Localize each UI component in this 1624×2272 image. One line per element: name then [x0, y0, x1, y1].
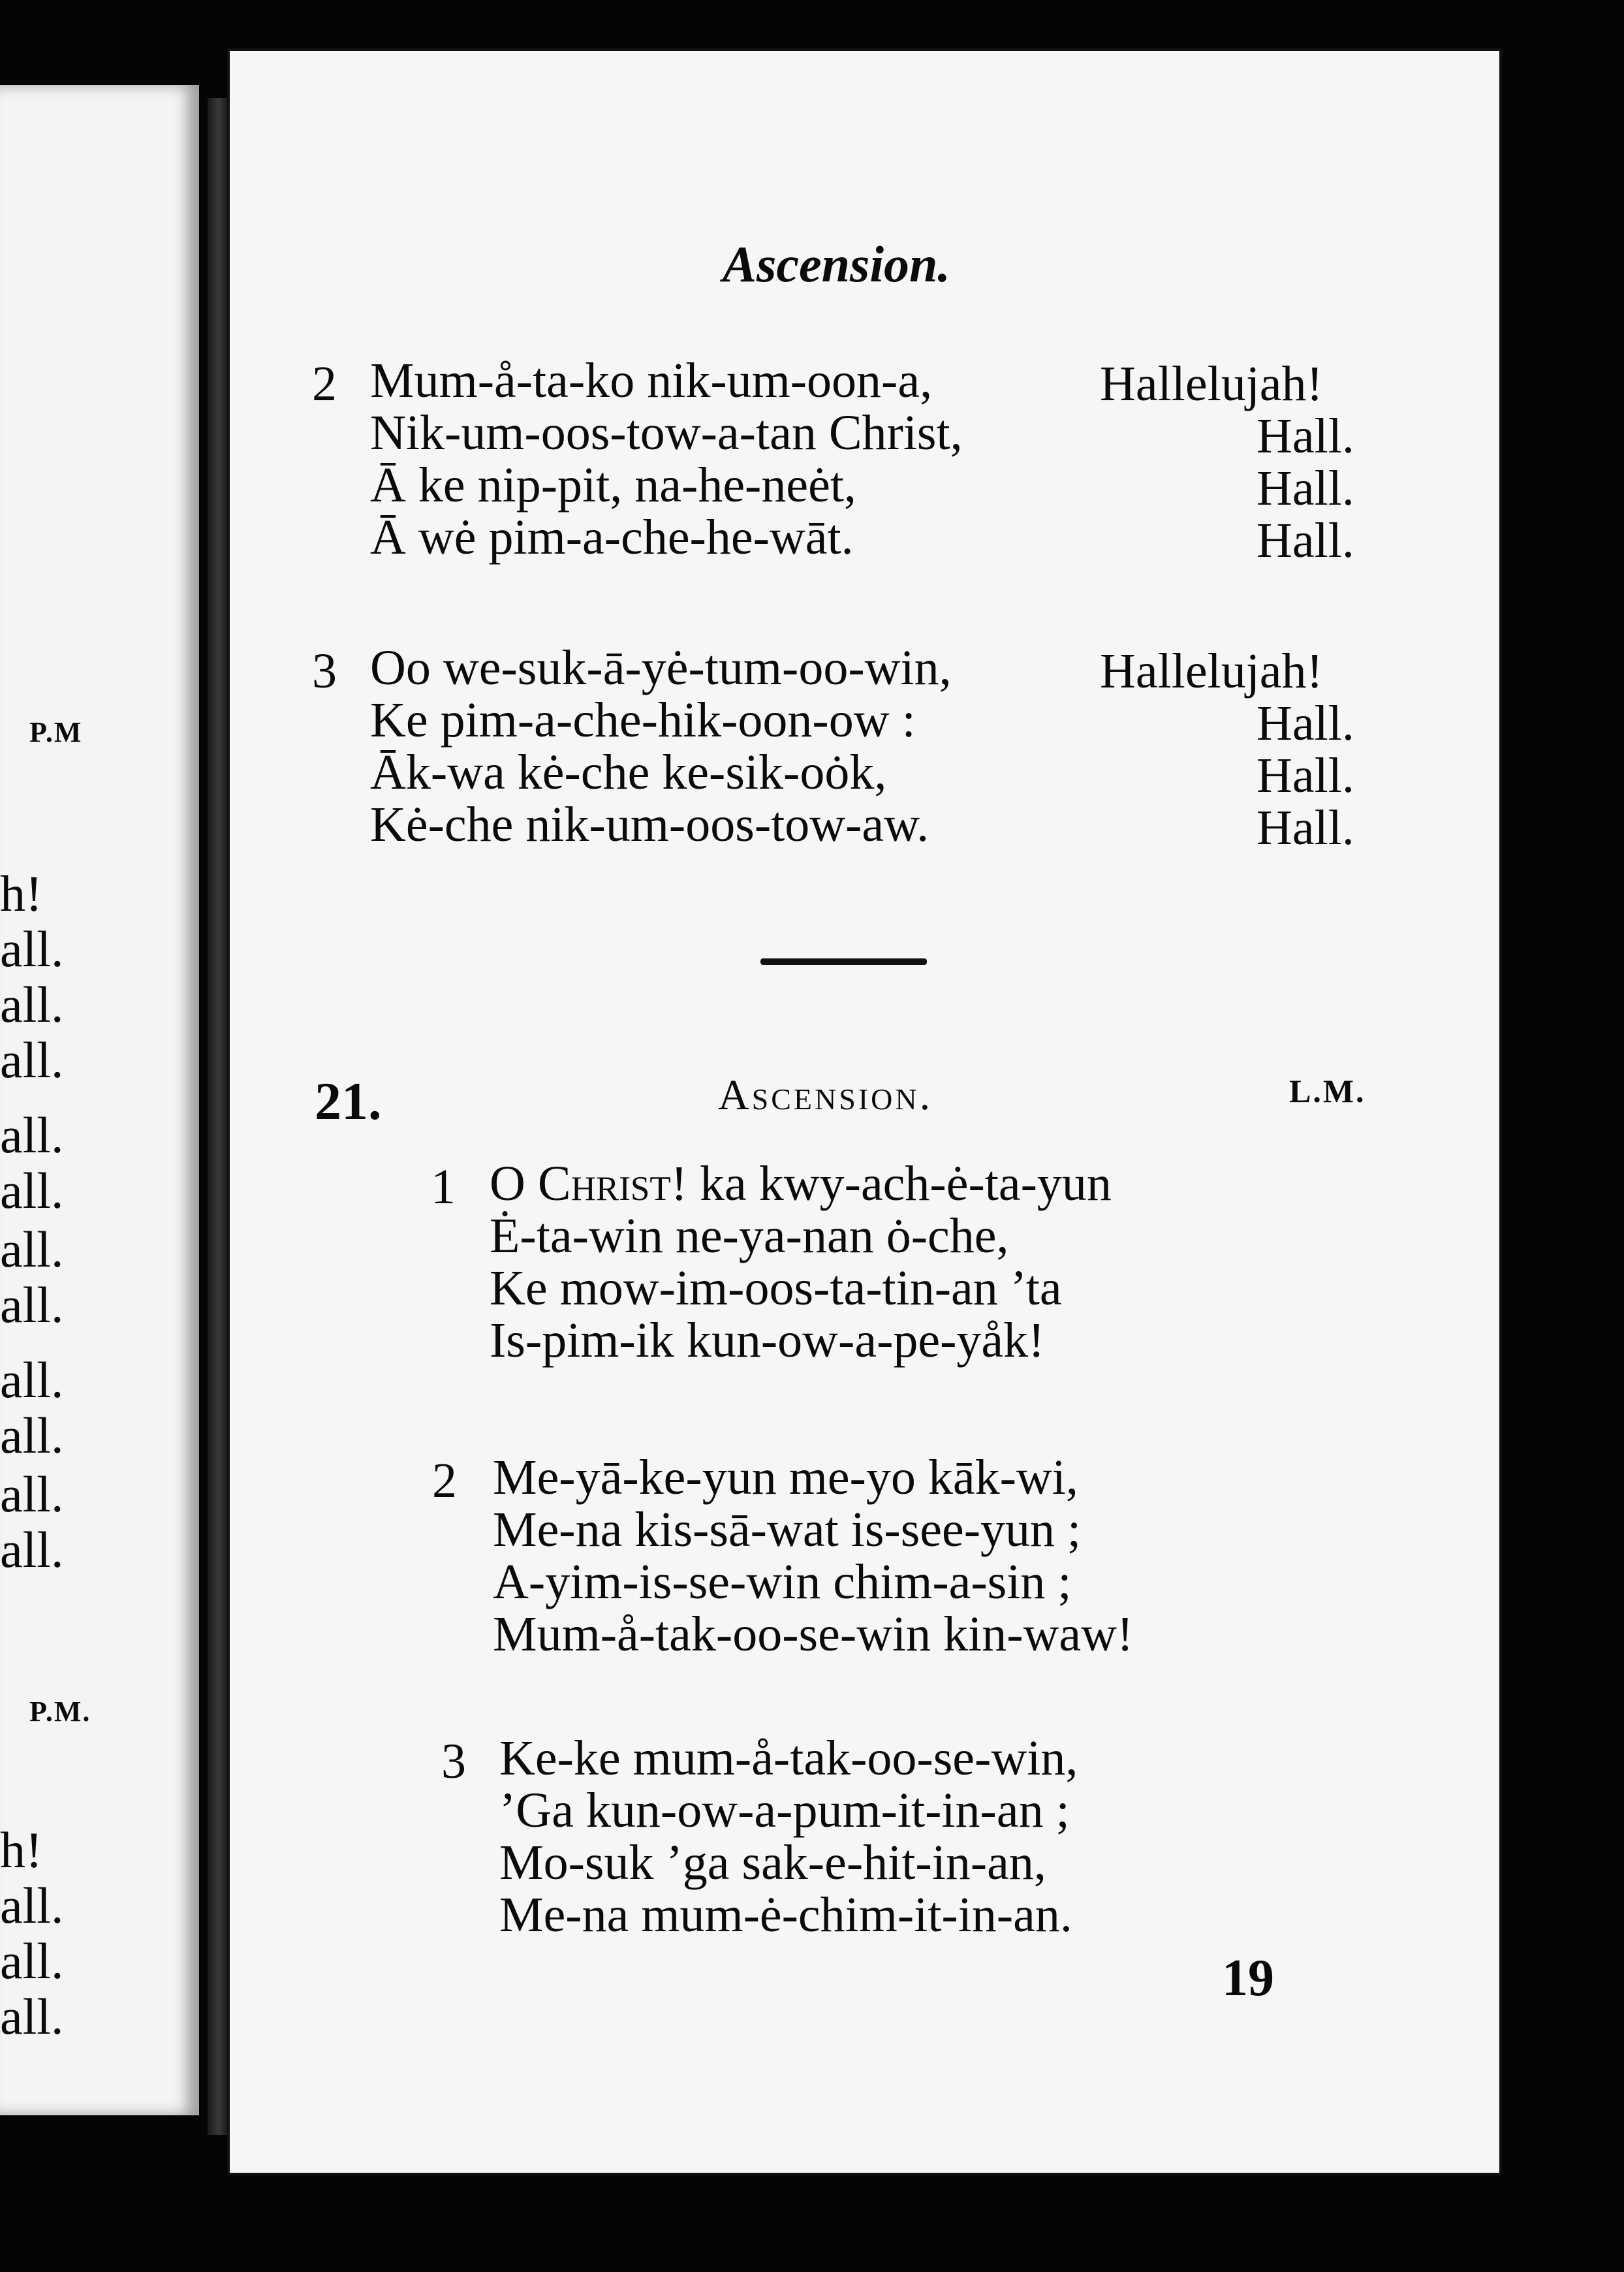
- left-page-fragment: [0, 85, 199, 2115]
- running-head: Ascension.: [723, 236, 950, 292]
- refrain: Hallelujah!: [1100, 644, 1323, 699]
- book-gutter: [208, 98, 230, 2135]
- section-divider: [760, 958, 927, 965]
- stanza-line: A-yim-is-se-win chim-a-sin ;: [493, 1554, 1072, 1609]
- refrain: Hall.: [1257, 800, 1354, 855]
- stanza-line: Me-na kis-sā-wat is-see-yun ;: [493, 1502, 1082, 1557]
- refrain: Hall.: [1257, 461, 1354, 516]
- left-fragment: all.: [0, 1221, 64, 1278]
- stanza-line: Me-yā-ke-yun me-yo kāk-wi,: [493, 1450, 1078, 1505]
- stanza-number: 3: [441, 1734, 466, 1789]
- page-number: 19: [1222, 1949, 1274, 2007]
- left-fragment: all.: [0, 1521, 64, 1578]
- stanza-line: Nik-um-oos-tow-a-tan Christ,: [370, 405, 963, 460]
- refrain: Hall.: [1257, 696, 1354, 751]
- stanza-line: Oo we-suk-ā-yė-tum-oo-win,: [370, 640, 952, 695]
- opening-words: O Christ!: [490, 1156, 688, 1211]
- stanza-line: Ė-ta-win ne-ya-nan ȯ-che,: [490, 1208, 1009, 1263]
- left-meter-2: P.M.: [29, 1696, 91, 1728]
- left-fragment: all.: [0, 1933, 64, 1989]
- refrain: Hall.: [1257, 513, 1354, 568]
- stanza-line: Ke pim-a-che-hik-oon-ow :: [370, 693, 916, 748]
- left-fragment: all.: [0, 1162, 64, 1219]
- refrain: Hall.: [1257, 748, 1354, 803]
- left-fragment: all.: [0, 1877, 64, 1934]
- left-fragment: all.: [0, 1351, 64, 1408]
- refrain: Hallelujah!: [1100, 356, 1323, 411]
- left-fragment: all.: [0, 1276, 64, 1333]
- left-fragment: all.: [0, 921, 64, 977]
- stanza-first-line: [490, 1156, 1112, 1211]
- left-fragment: all.: [0, 1466, 64, 1523]
- left-fragment: h!: [0, 1822, 42, 1878]
- stanza-line: Mum-å-ta-ko nik-um-oon-a,: [370, 353, 933, 408]
- stanza-line: Ke-ke mum-å-tak-oo-se-win,: [499, 1731, 1078, 1786]
- hymn-number: 21.: [315, 1071, 382, 1131]
- refrain: Hall.: [1257, 409, 1354, 464]
- stanza-number: 1: [431, 1160, 456, 1214]
- left-fragment: h!: [0, 865, 42, 922]
- left-fragment: all.: [0, 976, 64, 1033]
- stanza-line: Ā wė pim-a-che-he-wāt.: [370, 510, 854, 565]
- stanza-line: Mum-å-tak-oo-se-win kin-waw!: [493, 1607, 1134, 1662]
- stanza-line: Ke mow-im-oos-ta-tin-an ’ta: [490, 1261, 1062, 1316]
- left-fragment: all.: [0, 1032, 64, 1088]
- stanza-line: Kė-che nik-um-oos-tow-aw.: [370, 797, 929, 852]
- stanza-number: 3: [312, 644, 337, 699]
- hymn-meter: L.M.: [1289, 1073, 1366, 1109]
- stanza-line: ’Ga kun-ow-a-pum-it-in-an ;: [499, 1783, 1070, 1838]
- stanza-line: Āk-wa kė-che ke-sik-oȯk,: [370, 745, 887, 800]
- left-fragment: all.: [0, 1107, 64, 1163]
- left-fragment: all.: [0, 1988, 64, 2045]
- hymn-title: Ascension.: [718, 1071, 933, 1119]
- stanza-number: 2: [432, 1453, 457, 1508]
- stanza-line: Ā ke nip-pit, na-he-neėt,: [370, 458, 856, 513]
- stanza-number: 2: [312, 356, 337, 411]
- stanza-line: Is-pim-ik kun-ow-a-pe-yåk!: [490, 1313, 1045, 1368]
- stanza-line: Mo-suk ’ga sak-e-hit-in-an,: [499, 1835, 1046, 1890]
- first-line-rest: ka kwy-ach-ė-ta-yun: [687, 1156, 1112, 1211]
- left-meter-1: P.M: [29, 716, 83, 748]
- left-fragment: all.: [0, 1407, 64, 1464]
- stanza-line: Me-na mum-ė-chim-it-in-an.: [499, 1887, 1072, 1942]
